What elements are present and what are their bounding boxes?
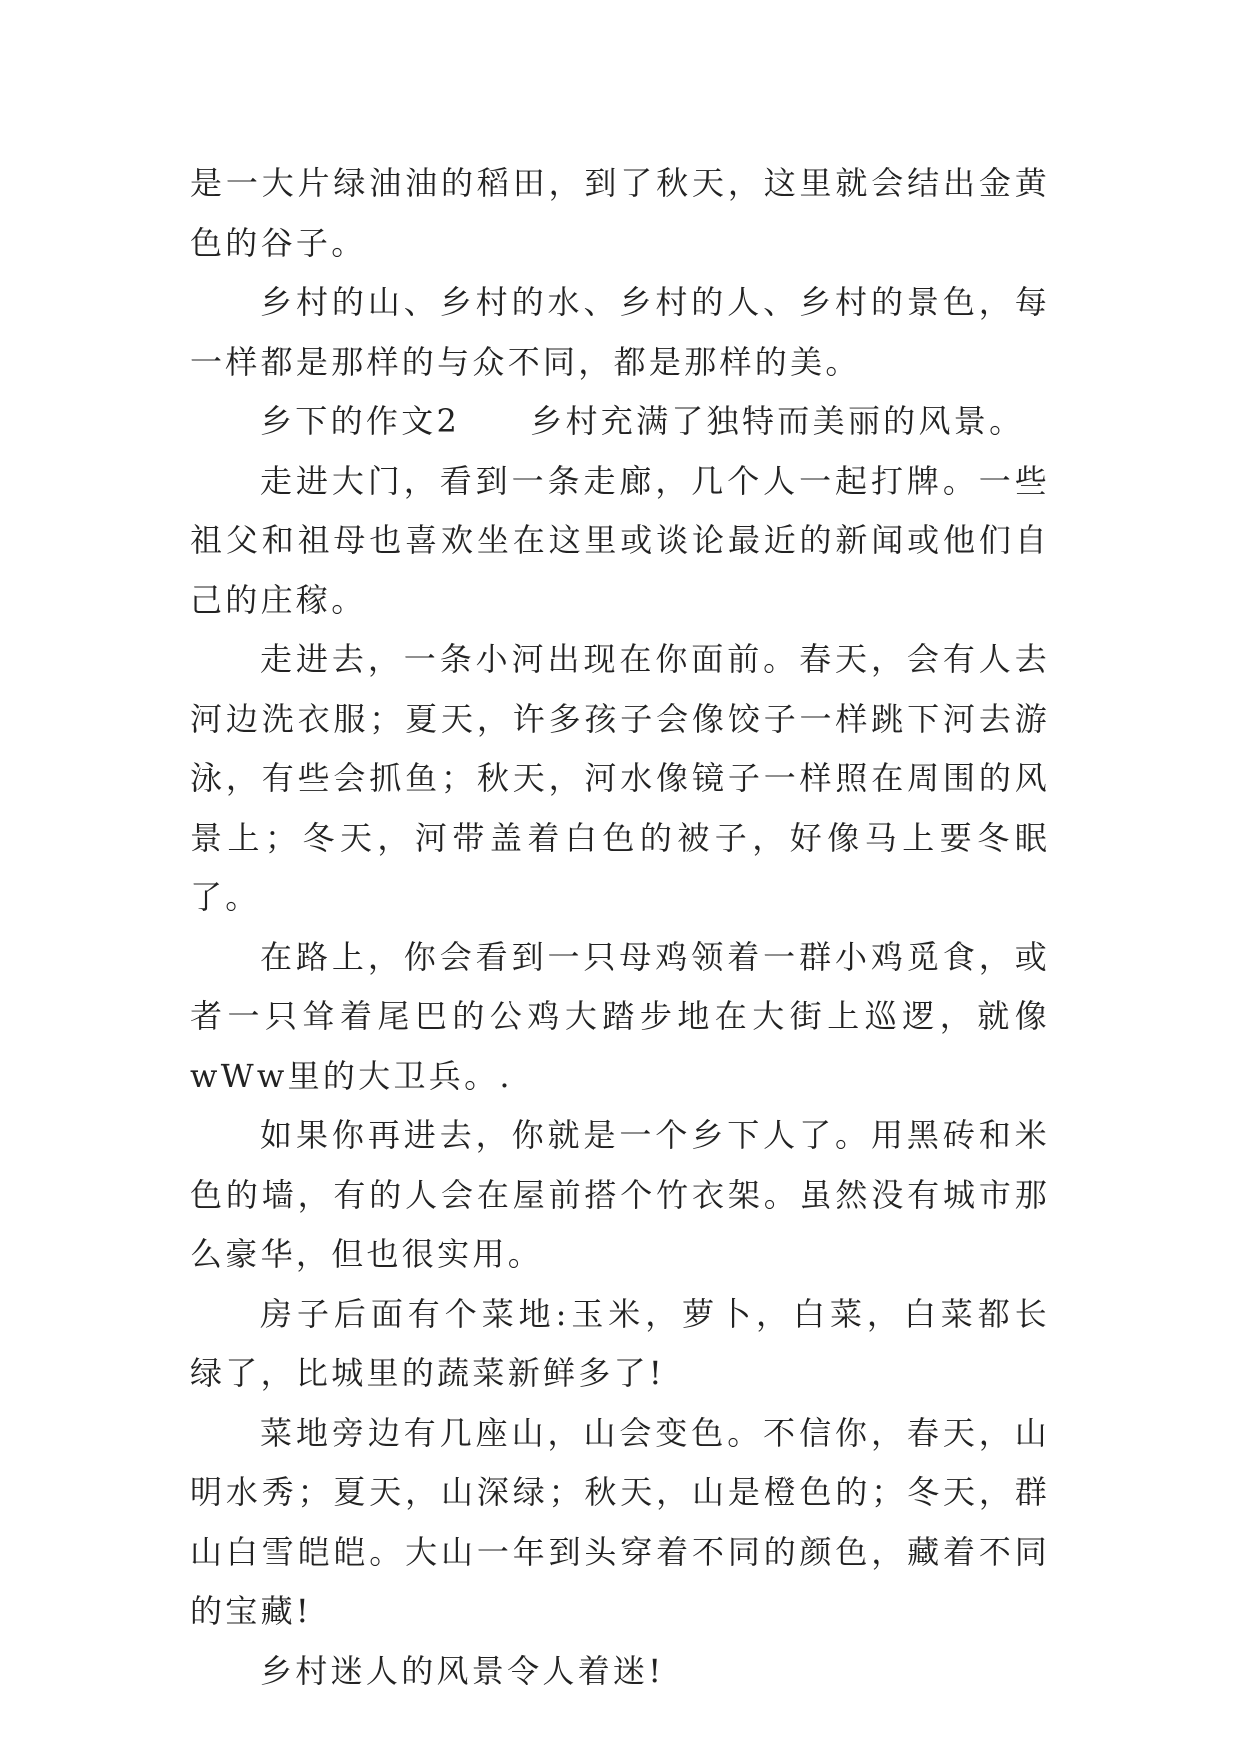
- paragraph: 房子后面有个菜地:玉米，萝卜，白菜，白菜都长绿了，比城里的蔬菜新鲜多了!: [190, 1294, 1050, 1392]
- section-heading-line: [190, 392, 1050, 452]
- paragraph: 走进大门，看到一条走廊，几个人一起打牌。一些祖父和祖母也喜欢坐在这里或谈论最近的新闻或他们自己的庄稼。: [190, 461, 1050, 619]
- paragraph: 乡村的山、乡村的水、乡村的人、乡村的景色，每一样都是那样的与众不同，都是那样的美。: [190, 283, 1050, 381]
- document-body: [190, 154, 1050, 1701]
- paragraph: 乡村迷人的风景令人着迷!: [260, 1651, 665, 1690]
- essay-opening-sentence: 乡村充满了独特而美丽的风景。: [530, 402, 1025, 440]
- paragraph: 如果你再进去，你就是一个乡下人了。用黑砖和米色的墙，有的人会在屋前搭个竹衣架。虽然没有城市那么豪华，但也很实用。: [190, 1116, 1050, 1273]
- paragraph-continuation: 是一大片绿油油的稻田，到了秋天，这里就会结出金黄色的谷子。: [190, 164, 1050, 262]
- paragraph: 在路上，你会看到一只母鸡领着一群小鸡觅食，或者一只耸着尾巴的公鸡大踏步地在大街上巡逻，就像wWw里的大卫兵。.: [190, 937, 1050, 1095]
- paragraph: 菜地旁边有几座山，山会变色。不信你，春天，山明水秀；夏天，山深绿；秋天，山是橙色的；冬天，群山白雪皑皑。大山一年到头穿着不同的颜色，藏着不同的宝藏!: [190, 1413, 1050, 1630]
- paragraph: 走进去，一条小河出现在你面前。春天，会有人去河边洗衣服；夏天，许多孩子会像饺子一样跳下河去游泳，有些会抓鱼；秋天，河水像镜子一样照在周围的风景上；冬天，河带盖着白色的被子，好像马上要冬眠了。: [190, 640, 1050, 916]
- essay-heading: 乡下的作文2: [260, 402, 461, 440]
